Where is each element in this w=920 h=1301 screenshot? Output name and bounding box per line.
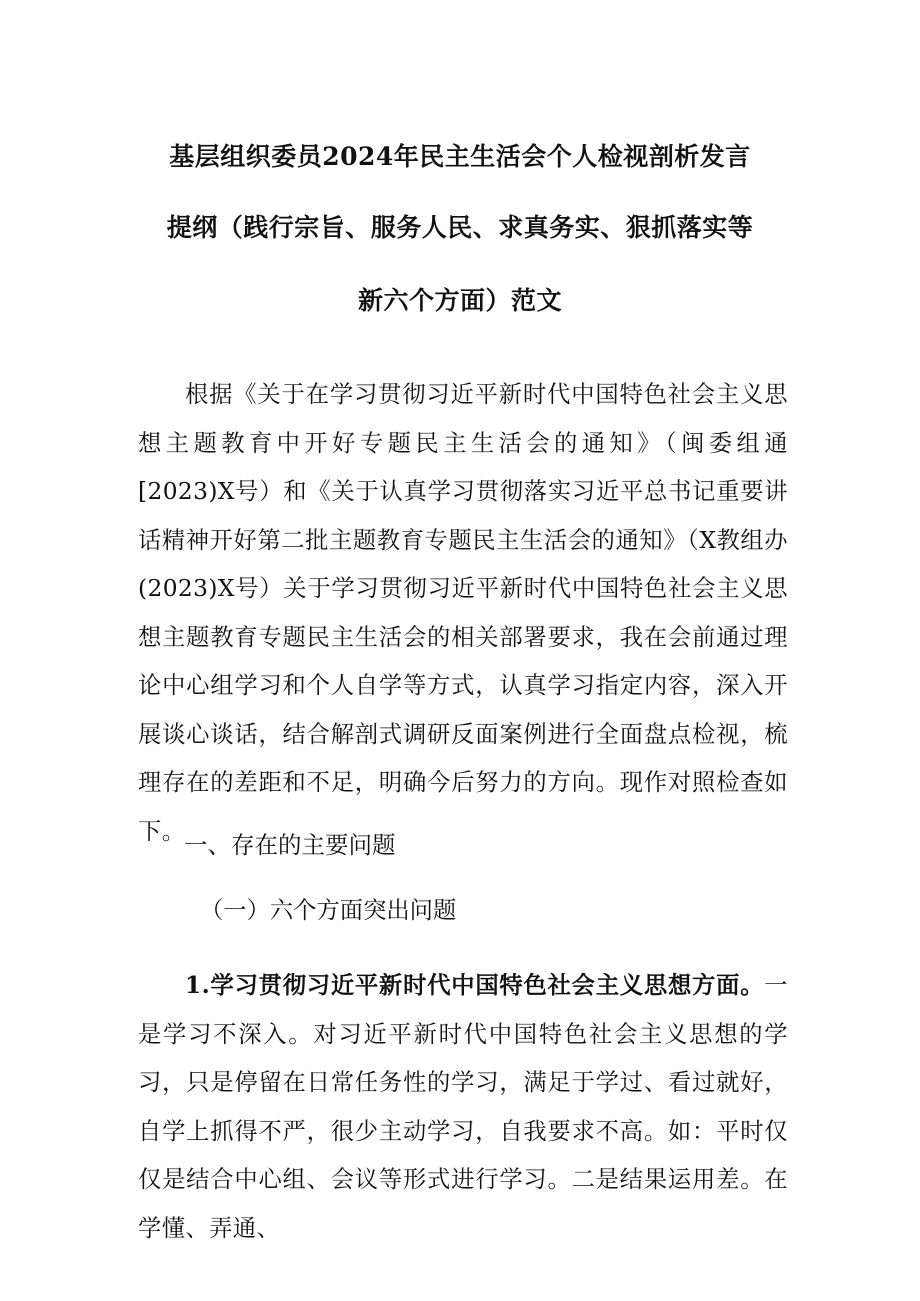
section-1-lead: 1.学习贯彻习近平新时代中国特色社会主义思想方面。 (185, 972, 765, 999)
section-1-paragraph (138, 962, 788, 1253)
section-1-text: 一是学习不深入。对习近平新时代中国特色社会主义思想的学习，只是停留在日常任务性的学习，满足于学过、看过就好，自学上抓得不严，很少主动学习，自我要求不高。如：平时仅仅是结合中心组、会议等形式进行学习。二是结果运用差。在学懂、弄通、 (138, 972, 788, 1242)
document-title-line-1: 基层组织委员2024年民主生活会个人检视剖析发言 (169, 142, 751, 171)
subsection-heading-six-aspects: （一）六个方面突出问题 (200, 897, 457, 924)
intro-paragraph: 根据《关于在学习贯彻习近平新时代中国特色社会主义思想主题教育中开好专题民主生活会的通知》（闽委组通[2023)X号）和《关于认真学习贯彻落实习近平总书记重要讲话精神开好第二批主题教育专题民主生活会的通知》（X教组办(2023)X号）关于学习贯彻习近平新时代中国特色社会主义思想主题教育专题民主生活会的相关部署要求，我在会前通过理论中心组学习和个人自学等方式，认真学习指定内容，深入开展谈心谈话，结合解剖式调研反面案例进行全面盘点检视，梳理存在的差距和不足，明确今后努力的方向。现作对照检查如下。 (138, 381, 788, 845)
document-title-line-3: 新六个方面）范文 (357, 286, 562, 315)
document-title-line-2: 提纲（践行宗旨、服务人民、求真务实、狠抓落实等 (166, 213, 754, 242)
section-heading-main-problems: 一、存在的主要问题 (184, 831, 396, 859)
